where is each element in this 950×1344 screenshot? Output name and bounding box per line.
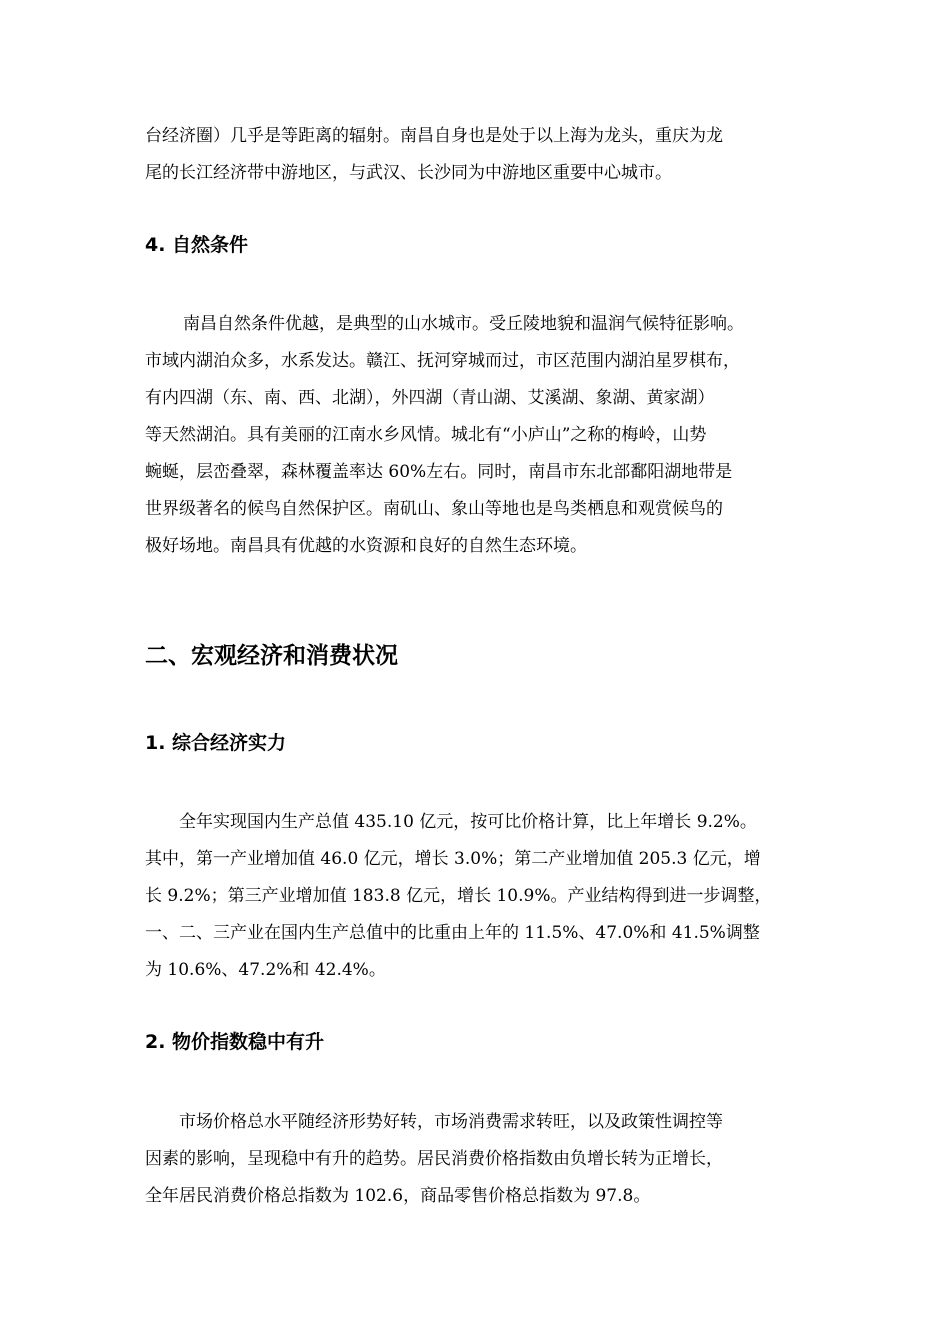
nature-line-1: 南昌自然条件优越，是典型的山水城市。受丘陵地貌和温润气候特征影响。 (183, 314, 744, 334)
nature-line-2: 市域内湖泊众多，水系发达。赣江、抚河穿城而过，市区范围内湖泊星罗棋布， (145, 351, 740, 371)
nature-line-7: 极好场地。南昌具有优越的水资源和良好的自然生态环境。 (145, 536, 587, 556)
nature-line-3: 有内四湖（东、南、西、北湖），外四湖（青山湖、艾溪湖、象湖、黄家湖） (145, 388, 715, 408)
economy-line-4: 一、二、三产业在国内生产总值中的比重由上年的 11.5%、47.0%和 41.5%调整 (145, 923, 760, 943)
economy-line-1: 全年实现国内生产总值 435.10 亿元，按可比价格计算，比上年增长 9.2%。 (179, 812, 757, 832)
price-line-3: 全年居民消费价格总指数为 102.6，商品零售价格总指数为 97.8。 (145, 1186, 651, 1206)
intro-line-2: 尾的长江经济带中游地区，与武汉、长沙同为中游地区重要中心城市。 (145, 163, 672, 183)
section-heading-nature: 4. 自然条件 (145, 234, 249, 256)
nature-line-4: 等天然湖泊。具有美丽的江南水乡风情。城北有“小庐山”之称的梅岭，山势 (145, 425, 707, 445)
price-line-2: 因素的影响，呈现稳中有升的趋势。居民消费价格指数由负增长转为正增长， (145, 1149, 723, 1169)
nature-line-6: 世界级著名的候鸟自然保护区。南矶山、象山等地也是鸟类栖息和观赏候鸟的 (145, 499, 723, 519)
nature-line-5: 蜿蜒，层峦叠翠，森林覆盖率达 60%左右。同时，南昌市东北部鄱阳湖地带是 (145, 462, 733, 482)
economy-paragraph (145, 804, 815, 989)
intro-line-1: 台经济圈）几乎是等距离的辐射。南昌自身也是处于以上海为龙头，重庆为龙 (145, 126, 723, 146)
price-paragraph (145, 1104, 815, 1215)
price-line-1: 市场价格总水平随经济形势好转，市场消费需求转旺，以及政策性调控等 (179, 1112, 723, 1132)
economy-line-5: 为 10.6%、47.2%和 42.4%。 (145, 960, 386, 980)
economy-line-2: 其中，第一产业增加值 46.0 亿元，增长 3.0%；第二产业增加值 205.3 亿元，增 (145, 849, 761, 869)
section-heading-price: 2. 物价指数稳中有升 (145, 1031, 325, 1053)
nature-paragraph (145, 306, 815, 565)
chapter-heading: 二、宏观经济和消费状况 (145, 643, 398, 669)
intro-paragraph (145, 118, 815, 192)
economy-line-3: 长 9.2%；第三产业增加值 183.8 亿元，增长 10.9%。产业结构得到进一步调整， (145, 886, 772, 906)
section-heading-economy: 1. 综合经济实力 (145, 732, 287, 754)
